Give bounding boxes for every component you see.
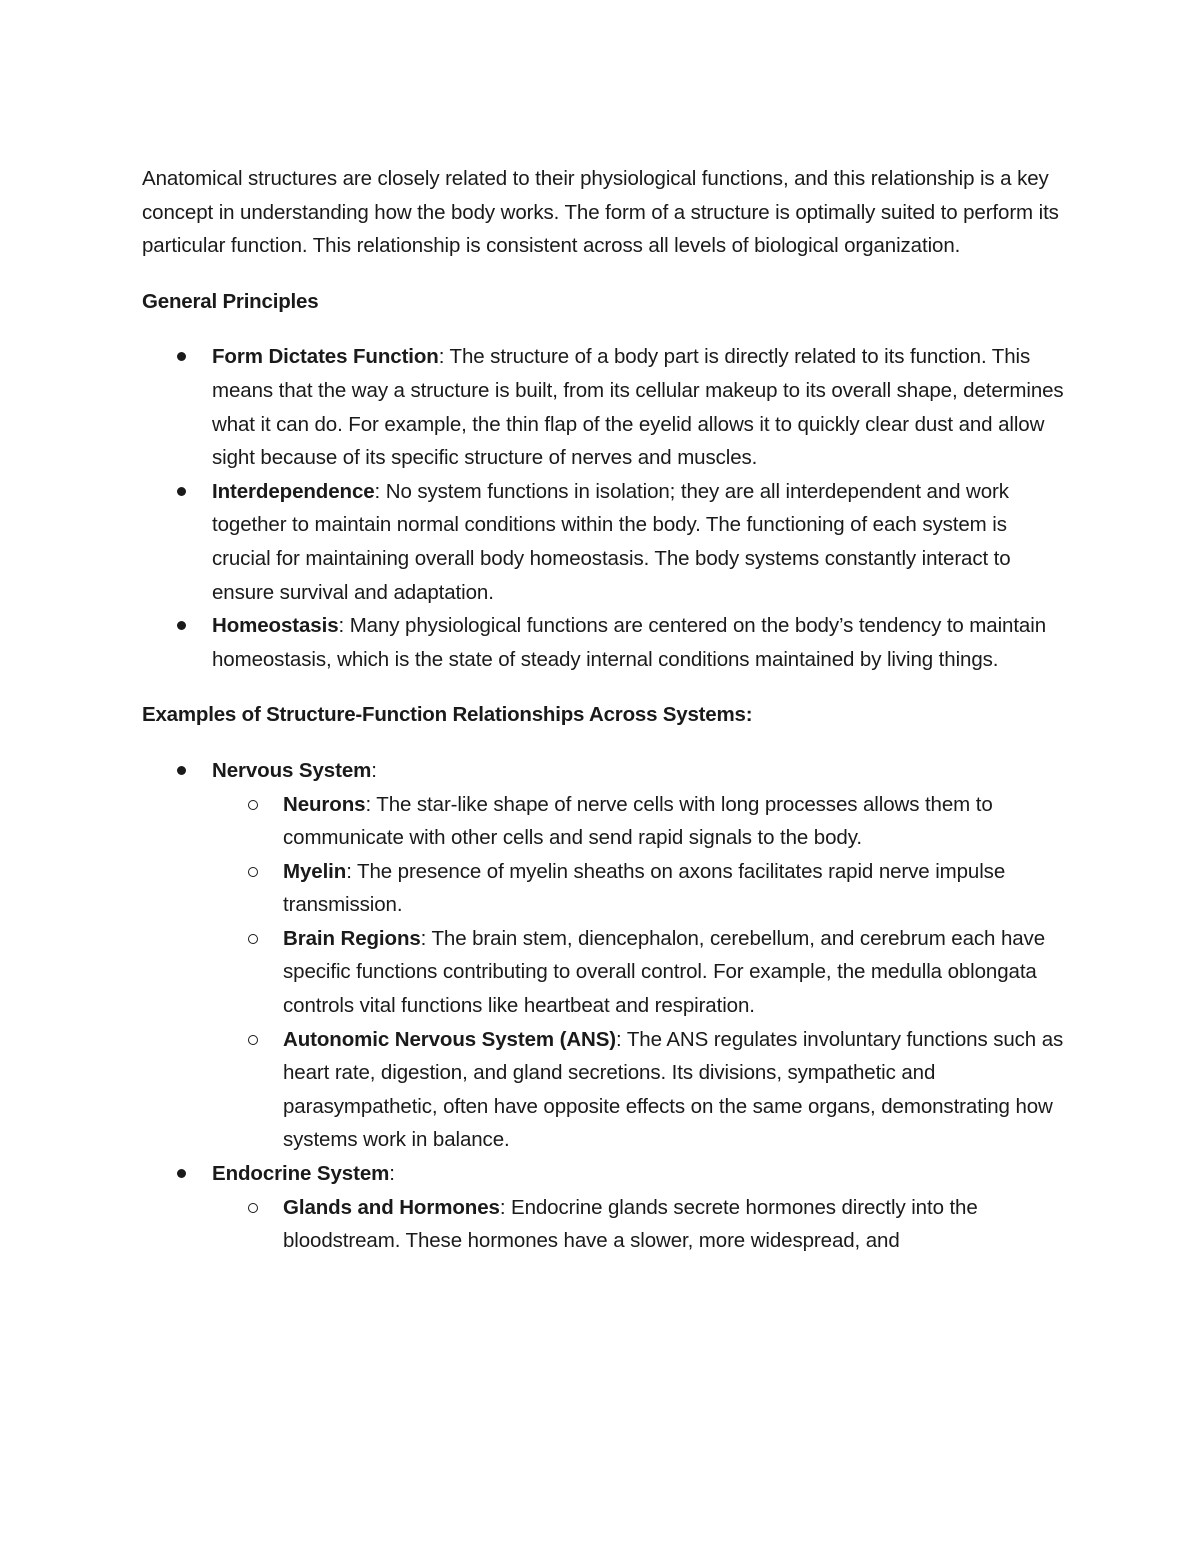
item-term: Neurons [283,792,366,816]
hollow-bullet-icon [248,1203,258,1213]
item-text: : The ANS regulates involuntary functions such as heart rate, digestion, and gland secretions. Its divisions, sympathetic and parasympathetic, often have opposite effects on the same organs, demonstrating how systems work in balance. [283,1027,1064,1152]
nervous-system-sublist [212,788,1070,1158]
item-text: : The brain stem, diencephalon, cerebellum, and cerebrum each have specific functions contributing to overall control. For example, the medulla oblongata controls vital functions like heartbeat and respiration. [283,926,1046,1018]
item-term: Autonomic Nervous System (ANS) [283,1027,617,1051]
item-text: : [389,1162,395,1186]
item-term: Glands and Hormones [283,1195,500,1219]
item-term: Form Dictates Function [212,345,439,369]
list-item-nervous-system [142,754,1070,1157]
hollow-bullet-icon [248,867,258,877]
item-text: : The presence of myelin sheaths on axons facilitates rapid nerve impulse transmission. [283,859,1006,917]
list-item-endocrine-system [142,1157,1070,1258]
sub-list-item [212,922,1070,1023]
hollow-bullet-icon [248,1035,258,1045]
bullet-icon [177,766,186,775]
item-text: : Many physiological functions are centered on the body’s tendency to maintain homeostasis, which is the state of steady internal conditions maintained by living things. [212,614,1046,671]
item-text: : No system functions in isolation; they are all interdependent and work together to maintain normal conditions within the body. The functioning of each system is crucial for maintaining overall body homeostasis. The body systems constantly interact to ensure survival and adaptation. [212,479,1011,604]
section-heading-general-principles: General Principles [142,289,319,313]
sub-list-item [212,855,1070,922]
general-principles-list [142,340,1070,676]
item-term: Brain Regions [283,926,421,950]
bullet-icon [177,487,186,496]
item-text: : [371,758,377,782]
sub-list-item [212,1023,1070,1157]
hollow-bullet-icon [248,934,258,944]
item-term: Interdependence [212,479,375,503]
bullet-icon [177,352,186,361]
list-item [142,340,1070,474]
hollow-bullet-icon [248,800,258,810]
sub-list-item [212,1191,1070,1258]
bullet-icon [177,621,186,630]
section-heading-examples: Examples of Structure-Function Relationships Across Systems: [142,703,753,727]
item-term: Nervous System [212,758,372,782]
item-term: Endocrine System [212,1162,390,1186]
item-text: : Endocrine glands secrete hormones directly into the bloodstream. These hormones have a slower, more widespread, and [283,1195,978,1253]
item-text: : The star-like shape of nerve cells with long processes allows them to communicate with other cells and send rapid signals to the body. [283,792,993,850]
sub-list-item [212,788,1070,855]
intro-paragraph: Anatomical structures are closely related to their physiological functions, and this relationship is a key concept in understanding how the body works. The form of a structure is optimally suited to perform its particular function. This relationship is consistent across all levels of biological organization. [142,167,1059,258]
item-term: Myelin [283,859,347,883]
list-item [142,475,1070,609]
list-item [142,609,1070,676]
item-term: Homeostasis [212,614,339,638]
bullet-icon [177,1169,186,1178]
systems-list [142,754,1070,1258]
item-text: : The structure of a body part is directly related to its function. This means that the way a structure is built, from its cellular makeup to its overall shape, determines what it can do. For example, the thin flap of the eyelid allows it to quickly clear dust and allow sight because of its specific structure of nerves and muscles. [212,345,1064,470]
endocrine-system-sublist [212,1191,1070,1258]
